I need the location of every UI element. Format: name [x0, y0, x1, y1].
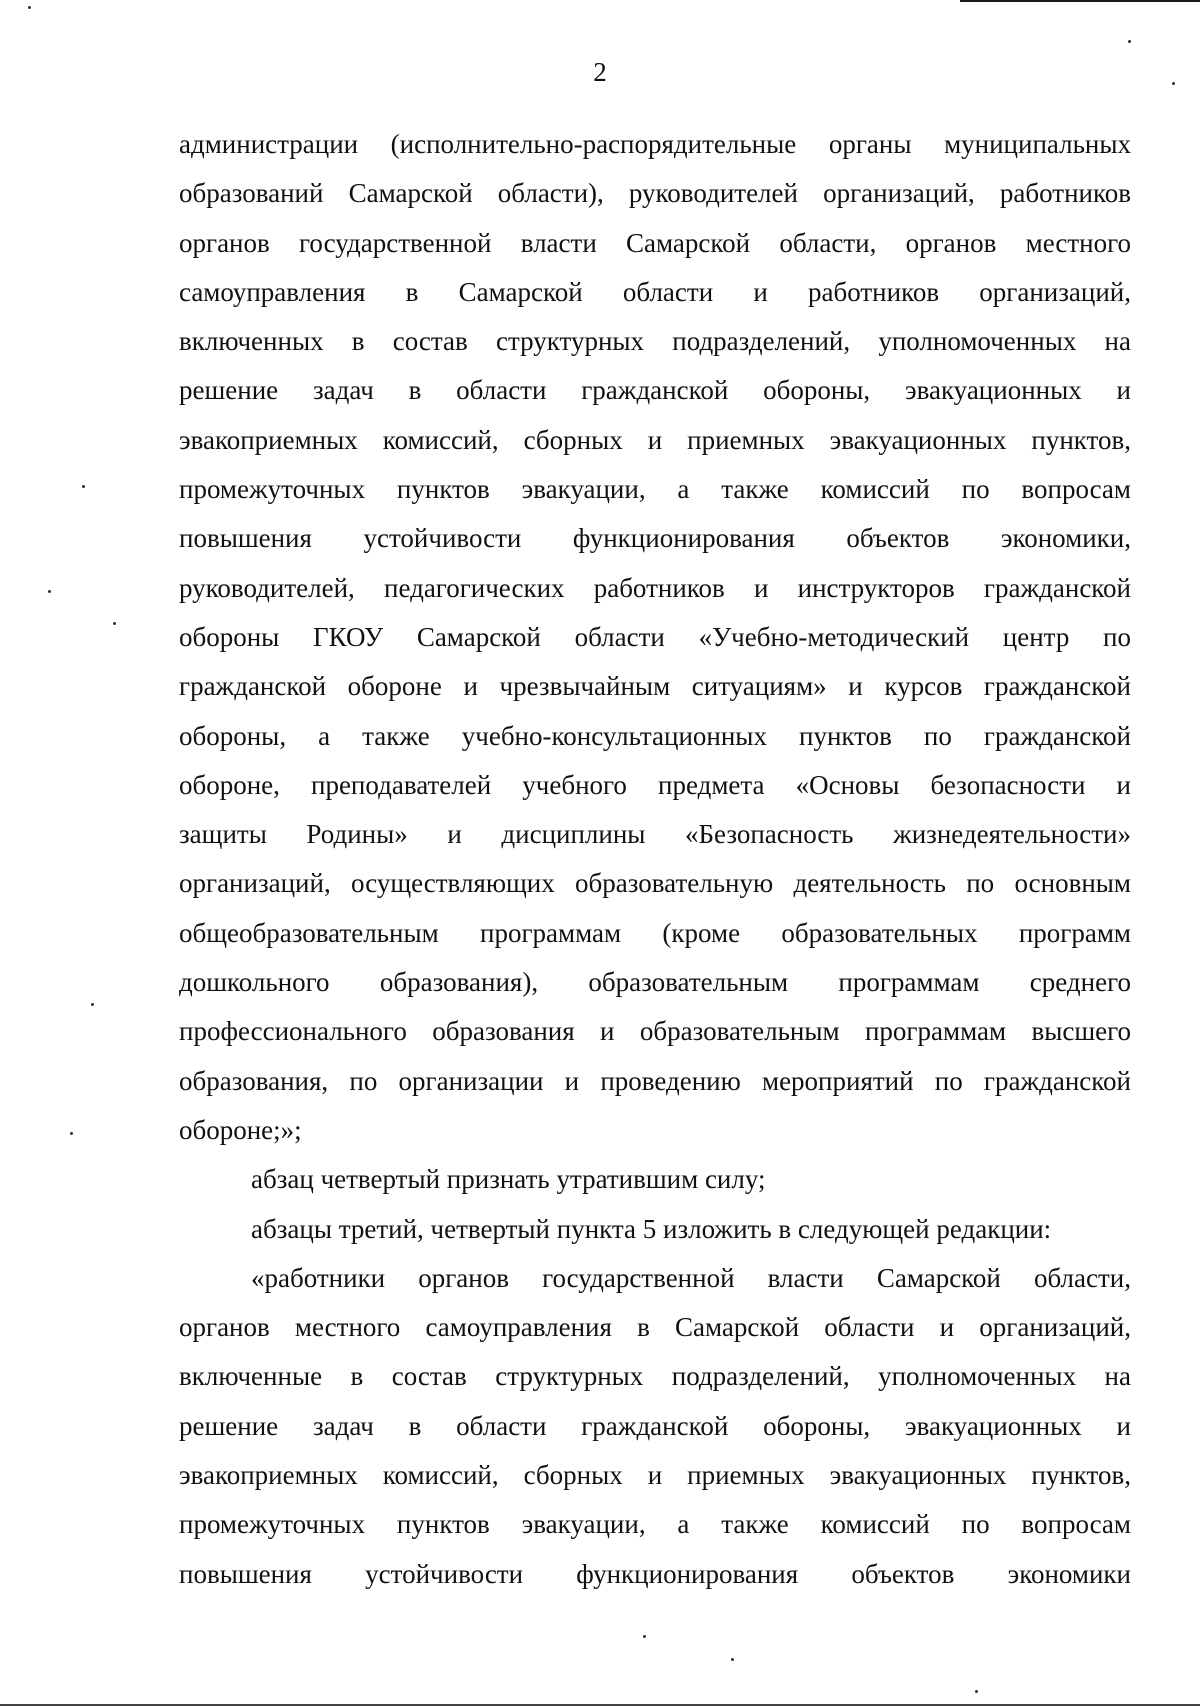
text-line: абзацы третий, четвертый пункта 5 изложить в следующей редакции:: [251, 1213, 1052, 1244]
scan-speck: [91, 1003, 94, 1006]
text-line: промежуточных пунктов эвакуации, а также комиссий по вопросам: [179, 474, 1131, 505]
text-line: дошкольного образования), образовательным программам среднего: [179, 967, 1131, 998]
text-line: общеобразовательным программам (кроме образовательных программ: [179, 917, 1131, 948]
scan-edge-top: [960, 0, 1200, 2]
text-line: защиты Родины» и дисциплины «Безопасность жизнедеятельности»: [179, 819, 1131, 850]
text-line: обороны, а также учебно-консультационных пунктов по гражданской: [179, 720, 1131, 751]
text-line: промежуточных пунктов эвакуации, а также комиссий по вопросам: [179, 1509, 1131, 1540]
text-line: профессионального образования и образовательным программам высшего: [179, 1016, 1131, 1047]
text-line: включенных в состав структурных подразделений, уполномоченных на: [179, 326, 1131, 357]
scan-speck: [975, 1690, 978, 1693]
scan-speck: [48, 590, 51, 593]
text-line: руководителей, педагогических работников и инструкторов гражданской: [179, 572, 1131, 603]
page-number: 2: [593, 57, 607, 87]
document-body: [179, 120, 1131, 1599]
text-line: эвакоприемных комиссий, сборных и приемных эвакуационных пунктов,: [179, 1460, 1131, 1491]
text-line: администрации (исполнительно-распорядительные органы муниципальных: [179, 129, 1131, 159]
text-line: обороне, преподавателей учебного предмета «Основы безопасности и: [179, 769, 1131, 800]
text-line: абзац четвертый признать утратившим силу;: [251, 1164, 766, 1195]
scan-speck: [113, 622, 116, 625]
text-line: органов государственной власти Самарской области, органов местного: [179, 227, 1131, 258]
text-line: повышения устойчивости функционирования объектов экономики: [179, 1558, 1131, 1589]
text-line: решение задач в области гражданской обороны, эвакуационных и: [179, 1410, 1131, 1441]
text-line: органов местного самоуправления в Самарской области и организаций,: [179, 1312, 1131, 1343]
scan-speck: [731, 1658, 734, 1661]
text-line: повышения устойчивости функционирования объектов экономики,: [179, 523, 1131, 554]
text-line: организаций, осуществляющих образовательную деятельность по основным: [179, 868, 1131, 899]
text-line: решение задач в области гражданской обороны, эвакуационных и: [179, 375, 1131, 406]
scan-speck: [1128, 40, 1131, 43]
text-line: гражданской обороне и чрезвычайным ситуациям» и курсов гражданской: [179, 671, 1131, 702]
text-line: эвакоприемных комиссий, сборных и приемных эвакуационных пунктов,: [179, 424, 1131, 455]
text-line: включенные в состав структурных подразделений, уполномоченных на: [179, 1361, 1131, 1392]
scan-edge-bottom: [0, 1704, 1200, 1706]
text-line: обороны ГКОУ Самарской области «Учебно-методический центр по: [179, 621, 1131, 652]
scan-speck: [643, 1635, 646, 1638]
text-line: образования, по организации и проведению мероприятий по гражданской: [179, 1065, 1131, 1096]
text-line: образований Самарской области), руководителей организаций, работников: [179, 178, 1131, 209]
text-line: обороне;»;: [179, 1114, 302, 1145]
text-line: самоуправления в Самарской области и работников организаций,: [179, 276, 1131, 307]
text-line: «работники органов государственной власти Самарской области,: [251, 1262, 1131, 1293]
scan-speck: [70, 1132, 73, 1135]
scan-speck: [28, 6, 31, 9]
scan-speck: [82, 485, 85, 488]
scan-speck: [1172, 82, 1175, 85]
